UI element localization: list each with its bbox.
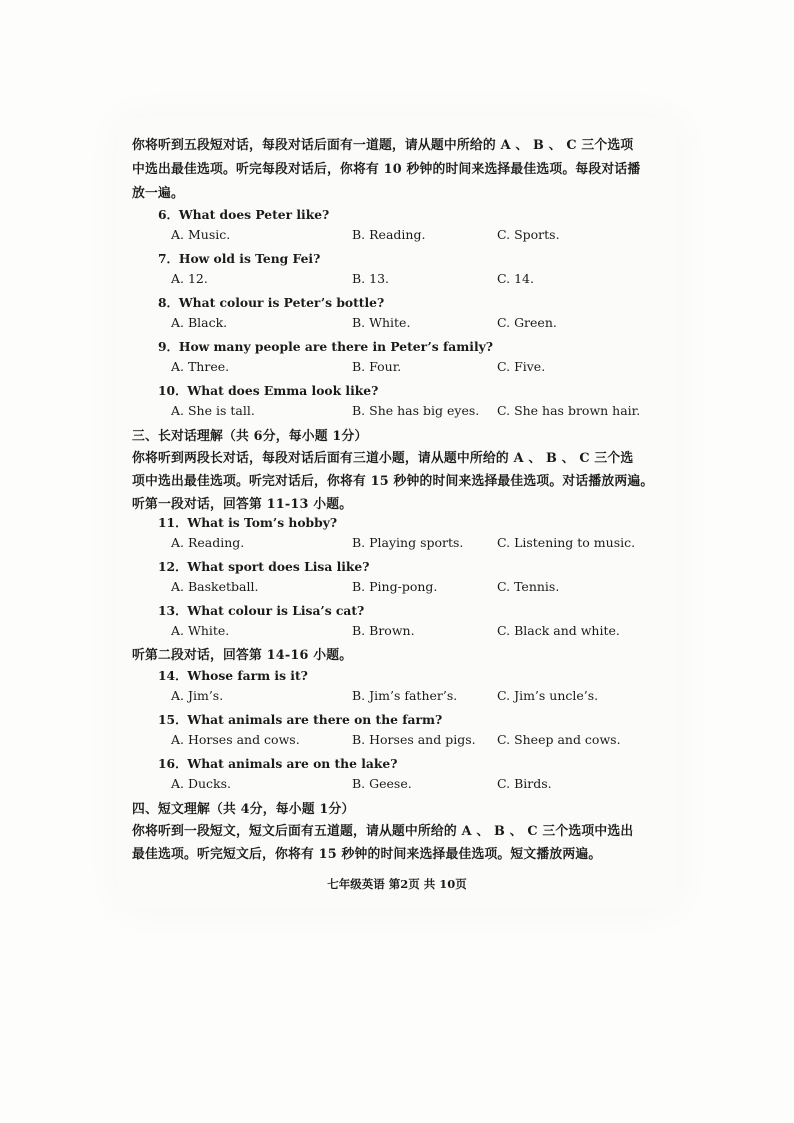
question-13-option-b: B. Brown. [352,623,415,638]
question-12-option-b: B. Ping-pong. [352,579,438,594]
question-9-option-c: C. Five. [497,359,546,374]
question-9-option-a: A. Three. [171,359,230,374]
question-10-option-b: B. She has big eyes. [352,403,480,418]
section2-intro-line-1: 你将听到五段短对话，每段对话后面有一道题，请从题中所给的 A 、 B 、 C 三个选项 [132,138,634,153]
question-14-option-c: C. Jim’s uncle’s. [497,688,599,703]
question-16-option-b: B. Geese. [352,776,412,791]
question-15-option-c: C. Sheep and cows. [497,732,621,747]
question-7-option-a: A. 12. [171,271,208,286]
section4-intro-line-2: 最佳选项。听完短文后，你将有 15 秒钟的时间来选择最佳选项。短文播放两遍。 [132,847,602,862]
question-14: 14．Whose farm is it? [158,668,308,683]
question-8-option-b: B. White. [352,315,411,330]
question-16-option-a: A. Ducks. [171,776,232,791]
question-11-option-c: C. Listening to music. [497,535,636,550]
question-10-option-c: C. She has brown hair. [497,403,641,418]
dialogue1-note: 听第一段对话，回答第 11-13 小题。 [132,497,353,512]
question-13-option-c: C. Black and white. [497,623,620,638]
section2-intro-line-2: 中选出最佳选项。听完每段对话后，你将有 10 秒钟的时间来选择最佳选项。每段对话播 [132,162,641,177]
question-6-option-c: C. Sports. [497,227,560,242]
question-15: 15．What animals are there on the farm? [158,712,443,727]
question-15-option-b: B. Horses and pigs. [352,732,476,747]
question-16: 16．What animals are on the lake? [158,756,398,771]
question-10: 10．What does Emma look like? [158,383,379,398]
question-8-option-c: C. Green. [497,315,557,330]
question-14-option-a: A. Jim’s. [171,688,224,703]
section4-intro-line-1: 你将听到一段短文，短文后面有五道题，请从题中所给的 A 、 B 、 C 三个选项中选出 [132,824,634,839]
question-12: 12．What sport does Lisa like? [158,559,370,574]
section3-intro-line-1: 你将听到两段长对话，每段对话后面有三道小题，请从题中所给的 A 、 B 、 C 三个选 [132,451,634,466]
question-15-option-a: A. Horses and cows. [171,732,300,747]
question-6: 6．What does Peter like? [158,207,330,222]
question-9-option-b: B. Four. [352,359,402,374]
question-12-option-a: A. Basketball. [171,579,259,594]
question-11-option-b: B. Playing sports. [352,535,464,550]
question-6-option-b: B. Reading. [352,227,426,242]
question-7: 7．How old is Teng Fei? [158,251,321,266]
question-16-option-c: C. Birds. [497,776,552,791]
question-14-option-b: B. Jim’s father’s. [352,688,458,703]
question-7-option-c: C. 14. [497,271,534,286]
section4-heading: 四、短文理解（共 4分，每小题 1分） [132,802,355,817]
question-13-option-a: A. White. [171,623,230,638]
question-10-option-a: A. She is tall. [171,403,255,418]
question-13: 13．What colour is Lisa’s cat? [158,603,365,618]
section3-heading: 三、长对话理解（共 6分，每小题 1分） [132,429,368,444]
section2-intro-line-3: 放一遍。 [132,186,184,201]
question-8: 8．What colour is Peter’s bottle? [158,295,385,310]
question-6-option-a: A. Music. [171,227,231,242]
question-7-option-b: B. 13. [352,271,390,286]
question-11: 11．What is Tom’s hobby? [158,515,338,530]
question-11-option-a: A. Reading. [171,535,245,550]
question-12-option-c: C. Tennis. [497,579,560,594]
section3-intro-line-2: 项中选出最佳选项。听完对话后，你将有 15 秒钟的时间来选择最佳选项。对话播放两遍。 [132,474,654,489]
question-8-option-a: A. Black. [171,315,228,330]
page-footer: 七年级英语 第2页 共 10页 [327,877,467,891]
question-9: 9．How many people are there in Peter’s family? [158,339,493,354]
dialogue2-note: 听第二段对话，回答第 14-16 小题。 [132,648,353,663]
